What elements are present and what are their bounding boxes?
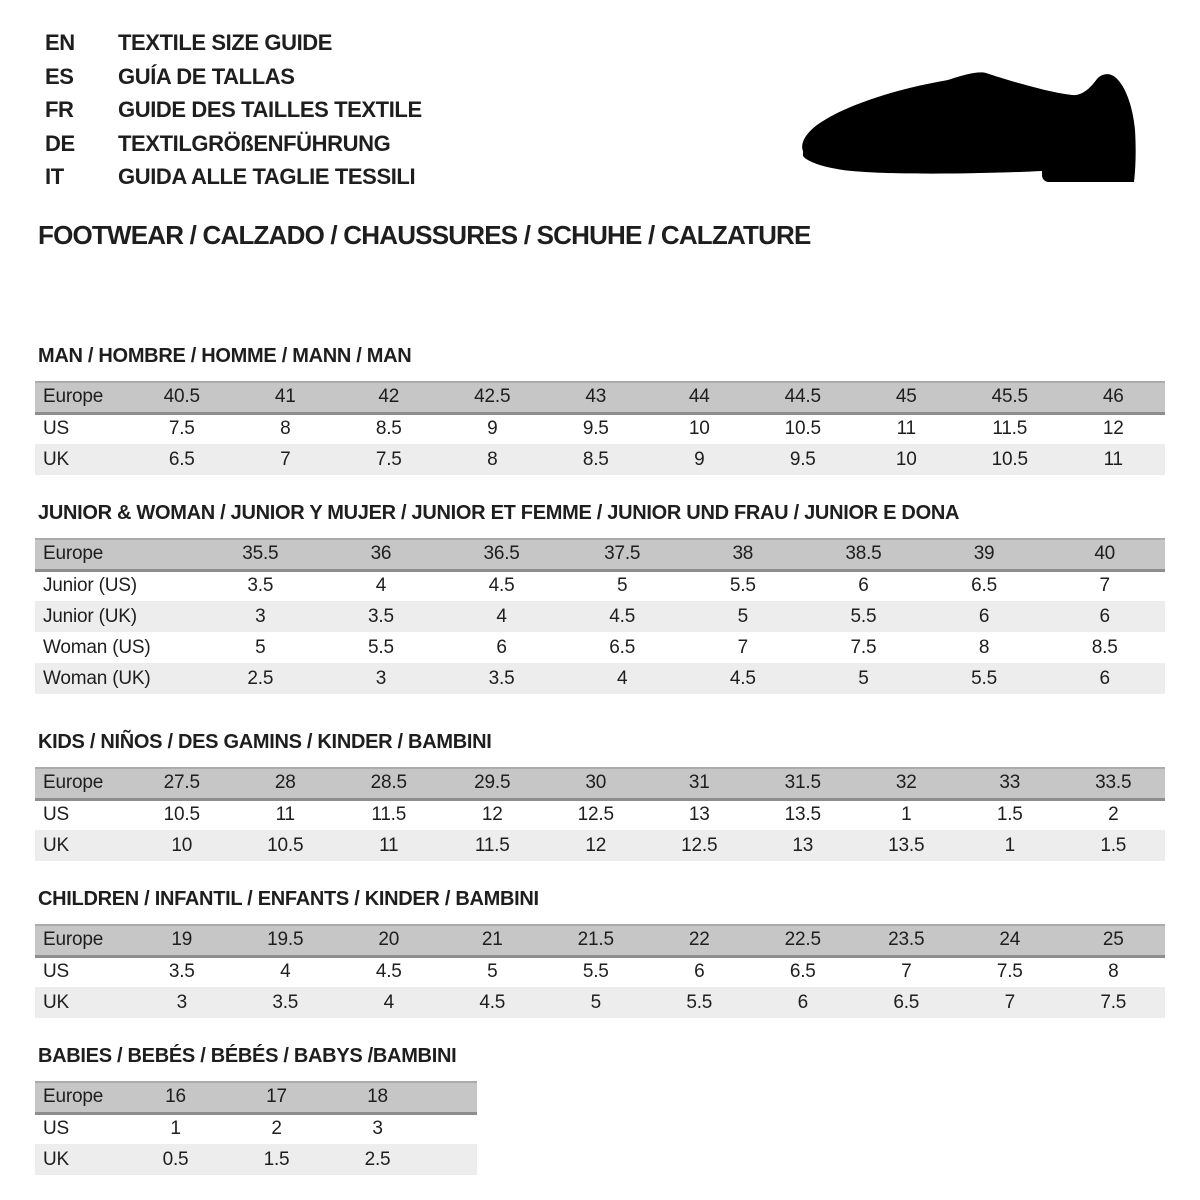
language-code: ES [45, 63, 74, 89]
table-row [35, 539, 1165, 570]
size-cell: 7.5 [1062, 987, 1166, 1018]
size-cell: 5.5 [582, 961, 609, 983]
size-cell: 2.5 [327, 1144, 428, 1175]
size-cell: 6 [751, 987, 855, 1018]
size-cell: 4.5 [683, 663, 804, 694]
language-title: GUÍA DE TALLAS [118, 63, 295, 89]
size-cell: 9 [487, 418, 498, 440]
language-row [45, 93, 422, 127]
size-cell: 5.5 [803, 601, 924, 632]
row-label: US [43, 1118, 69, 1140]
size-cell: 11.5 [441, 830, 545, 861]
size-cell: 1 [901, 804, 912, 826]
language-row [45, 60, 422, 94]
size-table-section [35, 345, 1165, 475]
size-cell: 19 [130, 925, 234, 956]
row-label: US [43, 804, 69, 826]
size-cell: 1.5 [226, 1144, 327, 1175]
size-cell: 7 [958, 987, 1062, 1018]
size-cell: 30 [544, 768, 648, 799]
size-cell: 3 [200, 601, 321, 632]
size-cell: 11 [896, 418, 916, 440]
size-cell: 12 [544, 830, 648, 861]
size-cell: 1.5 [1062, 830, 1166, 861]
row-label: US [43, 961, 69, 983]
size-cell: 35.5 [200, 539, 321, 570]
size-cell: 24 [958, 925, 1062, 956]
size-cell: 5.5 [368, 636, 394, 658]
size-table-section [35, 1045, 477, 1175]
size-cell: 8.5 [544, 444, 648, 475]
size-cell: 22 [648, 925, 752, 956]
size-cell: 5.5 [648, 987, 752, 1018]
size-cell: 7 [234, 444, 338, 475]
size-cell: 31 [648, 768, 752, 799]
shoe-icon [800, 68, 1140, 188]
table-row [35, 956, 1165, 987]
size-cell: 32 [855, 768, 959, 799]
size-cell: 11.5 [992, 418, 1028, 440]
table-row [35, 830, 1165, 861]
language-row [45, 127, 422, 161]
size-cell: 40 [1044, 539, 1165, 570]
size-cell: 4.5 [488, 575, 515, 597]
empty-cell [428, 1144, 477, 1175]
size-cell: 21.5 [544, 925, 648, 956]
size-cell: 3 [321, 663, 442, 694]
size-table [35, 538, 1165, 694]
size-cell: 45.5 [958, 382, 1062, 413]
size-cell: 4 [375, 575, 387, 597]
size-cell: 2 [1108, 804, 1119, 826]
size-table [35, 381, 1165, 475]
size-cell: 12.5 [648, 830, 752, 861]
size-cell: 36 [321, 539, 442, 570]
size-cell: 11 [337, 830, 441, 861]
size-cell: 10 [688, 418, 710, 440]
size-cell: 12 [481, 804, 503, 826]
size-cell: 6.5 [130, 444, 234, 475]
language-row [45, 160, 422, 194]
size-cell: 7.5 [850, 636, 877, 658]
row-label: US [43, 418, 69, 440]
size-table-section [35, 502, 1165, 694]
table-row [35, 413, 1165, 444]
size-cell: 12 [1102, 418, 1124, 440]
size-cell: 8 [441, 444, 545, 475]
language-code: IT [45, 164, 64, 190]
size-cell: 18 [327, 1082, 428, 1113]
table-row [35, 987, 1165, 1018]
size-cell: 2 [271, 1118, 282, 1140]
table-row [35, 444, 1165, 475]
size-table-heading: BABIES / BEBÉS / BÉBÉS / BABYS /BAMBINI [38, 1045, 457, 1067]
size-cell: 6 [694, 961, 705, 983]
size-table-heading: MAN / HOMBRE / HOMME / MANN / MAN [38, 345, 412, 367]
size-table-section [35, 731, 1165, 861]
row-label: UK [35, 987, 130, 1018]
size-cell: 8 [978, 636, 990, 658]
size-cell: 9.5 [751, 444, 855, 475]
size-cell: 7 [901, 961, 912, 983]
size-table [35, 924, 1165, 1018]
size-cell: 7.5 [168, 418, 195, 440]
row-label: Europe [35, 1082, 125, 1113]
row-label: Europe [35, 925, 130, 956]
table-row [35, 382, 1165, 413]
row-label: UK [35, 1144, 125, 1175]
size-cell: 4 [337, 987, 441, 1018]
size-cell: 8 [1108, 961, 1119, 983]
table-row [35, 601, 1165, 632]
size-cell: 29.5 [441, 768, 545, 799]
size-cell: 2.5 [200, 663, 321, 694]
size-cell: 42.5 [441, 382, 545, 413]
size-cell: 10.5 [784, 418, 821, 440]
size-table-heading: KIDS / NIÑOS / DES GAMINS / KINDER / BAMBINI [38, 731, 492, 753]
size-cell: 42 [337, 382, 441, 413]
size-cell: 6.5 [609, 636, 636, 658]
size-cell: 11 [1062, 444, 1166, 475]
language-title: GUIDE DES TAILLES TEXTILE [118, 97, 422, 123]
table-row [35, 663, 1165, 694]
size-cell: 5 [683, 601, 804, 632]
size-cell: 4.5 [562, 601, 683, 632]
size-cell: 5 [487, 961, 498, 983]
size-cell: 43 [544, 382, 648, 413]
size-cell: 3 [130, 987, 234, 1018]
size-cell: 12.5 [577, 804, 614, 826]
size-cell: 3.5 [168, 961, 195, 983]
row-label: Europe [35, 382, 130, 413]
size-cell: 6 [924, 601, 1045, 632]
language-title: TEXTILE SIZE GUIDE [118, 30, 333, 55]
table-row [35, 1082, 477, 1113]
size-cell: 3.5 [247, 575, 274, 597]
size-cell: 13.5 [855, 830, 959, 861]
size-cell: 7 [737, 636, 748, 658]
language-code: FR [45, 97, 74, 123]
size-cell: 13.5 [784, 804, 821, 826]
row-label: Junior (US) [43, 575, 137, 597]
size-cell: 3 [372, 1118, 383, 1140]
size-cell: 28.5 [337, 768, 441, 799]
size-cell: 7.5 [337, 444, 441, 475]
size-cell: 8 [280, 418, 291, 440]
size-cell: 1 [958, 830, 1062, 861]
size-cell: 10 [855, 444, 959, 475]
size-cell: 7.5 [996, 961, 1023, 983]
size-cell: 46 [1062, 382, 1166, 413]
size-cell: 10 [130, 830, 234, 861]
size-cell: 20 [337, 925, 441, 956]
size-cell: 4.5 [441, 987, 545, 1018]
size-cell: 1.5 [996, 804, 1023, 826]
size-cell: 13 [688, 804, 710, 826]
size-cell: 31.5 [751, 768, 855, 799]
size-cell: 8.5 [375, 418, 402, 440]
size-cell: 38.5 [803, 539, 924, 570]
size-cell: 9 [648, 444, 752, 475]
language-title: GUIDA ALLE TAGLIE TESSILI [118, 164, 416, 190]
size-cell: 6 [1044, 663, 1165, 694]
table-row [35, 768, 1165, 799]
size-cell: 6 [496, 636, 507, 658]
size-cell: 40.5 [130, 382, 234, 413]
table-row [35, 570, 1165, 601]
row-label: Europe [35, 768, 130, 799]
size-cell: 4 [280, 961, 291, 983]
size-cell: 23.5 [855, 925, 959, 956]
size-cell: 44.5 [751, 382, 855, 413]
size-cell: 5.5 [729, 575, 756, 597]
size-cell: 22.5 [751, 925, 855, 956]
size-table [35, 767, 1165, 861]
size-cell: 7 [1099, 575, 1110, 597]
size-table-heading: JUNIOR & WOMAN / JUNIOR Y MUJER / JUNIOR ET FEMME / JUNIOR UND FRAU / JUNIOR E DONA [38, 502, 960, 524]
size-cell: 11 [275, 804, 295, 826]
size-cell: 41 [234, 382, 338, 413]
table-row [35, 632, 1165, 663]
size-cell: 39 [924, 539, 1045, 570]
empty-cell [428, 1082, 477, 1113]
language-code: EN [45, 30, 75, 55]
empty-cell [428, 1113, 477, 1144]
row-label: UK [35, 830, 130, 861]
size-table [35, 1081, 477, 1175]
size-cell: 10.5 [234, 830, 338, 861]
size-cell: 5 [544, 987, 648, 1018]
size-cell: 6.5 [971, 575, 997, 597]
table-row [35, 799, 1165, 830]
size-cell: 8.5 [1091, 636, 1118, 658]
row-label: Woman (UK) [35, 663, 200, 694]
size-cell: 5 [617, 575, 628, 597]
size-cell: 19.5 [234, 925, 338, 956]
size-cell: 25 [1062, 925, 1166, 956]
table-row [35, 925, 1165, 956]
size-cell: 36.5 [441, 539, 562, 570]
size-cell: 4.5 [375, 961, 402, 983]
size-cell: 33 [958, 768, 1062, 799]
size-cell: 10.5 [163, 804, 200, 826]
size-cell: 3.5 [234, 987, 338, 1018]
size-cell: 28 [234, 768, 338, 799]
size-cell: 11.5 [371, 804, 407, 826]
language-list [45, 26, 422, 194]
size-cell: 5 [255, 636, 266, 658]
size-cell: 3.5 [321, 601, 442, 632]
size-cell: 5.5 [924, 663, 1045, 694]
size-cell: 17 [226, 1082, 327, 1113]
size-cell: 4 [441, 601, 562, 632]
size-cell: 0.5 [125, 1144, 226, 1175]
size-cell: 16 [125, 1082, 226, 1113]
size-cell: 3.5 [441, 663, 562, 694]
size-cell: 27.5 [130, 768, 234, 799]
size-cell: 6.5 [789, 961, 816, 983]
size-cell: 21 [441, 925, 545, 956]
size-cell: 6.5 [855, 987, 959, 1018]
size-cell: 1 [170, 1118, 181, 1140]
row-label: Woman (US) [43, 636, 151, 658]
size-cell: 44 [648, 382, 752, 413]
size-cell: 5 [803, 663, 924, 694]
size-cell: 37.5 [562, 539, 683, 570]
size-cell: 33.5 [1062, 768, 1166, 799]
language-title: TEXTILGRÖßENFÜHRUNG [118, 130, 391, 156]
table-row [35, 1113, 477, 1144]
size-cell: 6 [858, 575, 869, 597]
row-label: Junior (UK) [35, 601, 200, 632]
row-label: UK [35, 444, 130, 475]
size-cell: 10.5 [958, 444, 1062, 475]
size-cell: 38 [683, 539, 804, 570]
size-cell: 4 [562, 663, 683, 694]
language-code: DE [45, 130, 75, 156]
category-line: FOOTWEAR / CALZADO / CHAUSSURES / SCHUHE / CALZATURE [38, 220, 811, 250]
language-row [45, 26, 422, 60]
size-cell: 6 [1044, 601, 1165, 632]
row-label: Europe [35, 539, 200, 570]
size-cell: 13 [751, 830, 855, 861]
size-cell: 9.5 [582, 418, 609, 440]
size-table-section [35, 888, 1165, 1018]
table-row [35, 1144, 477, 1175]
size-table-heading: CHILDREN / INFANTIL / ENFANTS / KINDER / BAMBINI [38, 888, 539, 910]
size-cell: 45 [855, 382, 959, 413]
